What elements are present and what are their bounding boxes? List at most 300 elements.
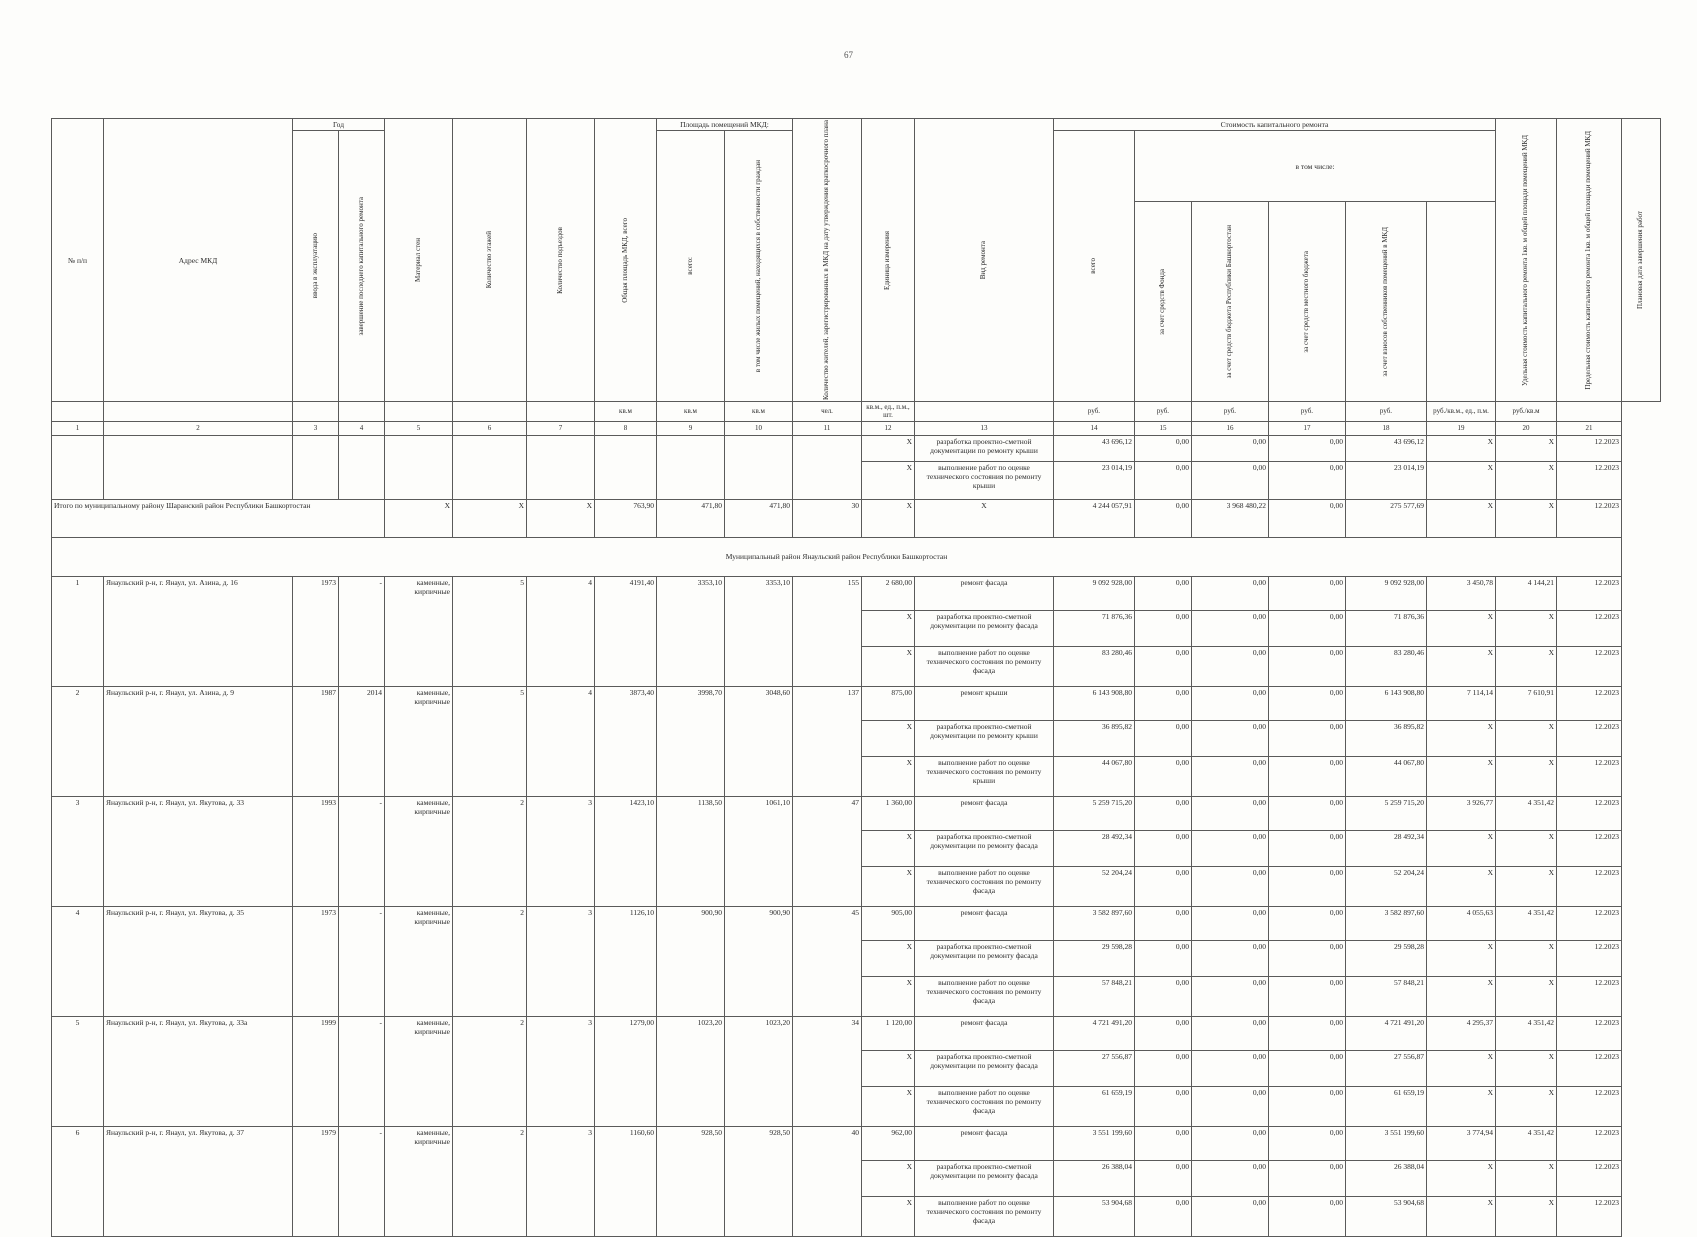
entrances: 4	[527, 686, 595, 796]
column-number: 20	[1496, 421, 1557, 435]
premises-area: 1138,50	[657, 796, 725, 906]
unit-cell: X	[862, 1196, 915, 1236]
unit-cell: X	[862, 435, 915, 461]
table-row	[52, 686, 1661, 720]
empty-cell	[595, 435, 657, 499]
total-cell: 43 696,12	[1054, 435, 1135, 461]
subtotal-fund: 0,00	[1135, 499, 1192, 537]
repair-type-cell: разработка проектно-сметной документации по ремонту фасада	[915, 610, 1054, 646]
owners-cell: 9 092 928,00	[1346, 576, 1427, 610]
lim-cell: X	[1496, 461, 1557, 499]
column-number: 11	[793, 421, 862, 435]
floors: 2	[453, 796, 527, 906]
year-last-repair: -	[339, 576, 385, 686]
date-cell: 12.2023	[1557, 940, 1622, 976]
hdr-year: Год	[293, 119, 385, 131]
date-cell: 12.2023	[1557, 866, 1622, 906]
unit-cell: кв.м., ед., п.м., шт.	[862, 402, 915, 422]
unit-cell: 1 360,00	[862, 796, 915, 830]
subtotal-c7: X	[527, 499, 595, 537]
house-address: Янаульский р-н, г. Янаул, ул. Якутова, д. 37	[104, 1126, 293, 1236]
unit-cell: руб.	[1054, 402, 1135, 422]
owners-cell: 53 904,68	[1346, 1196, 1427, 1236]
column-number: 18	[1346, 421, 1427, 435]
lim-cell: X	[1496, 940, 1557, 976]
u-cell: X	[1427, 720, 1496, 756]
u-cell: 3 450,78	[1427, 576, 1496, 610]
entrances: 3	[527, 906, 595, 1016]
date-cell: 12.2023	[1557, 610, 1622, 646]
local-cell: 0,00	[1269, 576, 1346, 610]
fund-cell: 0,00	[1135, 830, 1192, 866]
owners-cell: 83 280,46	[1346, 646, 1427, 686]
wall-material: каменные, кирпичные	[385, 686, 453, 796]
u-cell: X	[1427, 1086, 1496, 1126]
empty-cell	[293, 435, 339, 499]
rep-cell: 0,00	[1192, 1196, 1269, 1236]
column-number: 4	[339, 421, 385, 435]
unit-cell: руб.	[1269, 402, 1346, 422]
house-address: Янаульский р-н, г. Янаул, ул. Якутова, д. 35	[104, 906, 293, 1016]
fund-cell: 0,00	[1135, 1126, 1192, 1160]
empty-cell	[657, 435, 725, 499]
year-commission: 1979	[293, 1126, 339, 1236]
residents: 137	[793, 686, 862, 796]
floors: 2	[453, 1016, 527, 1126]
rep-cell: 0,00	[1192, 1016, 1269, 1050]
u-cell: X	[1427, 435, 1496, 461]
unit-cell: X	[862, 756, 915, 796]
date-cell: 12.2023	[1557, 1016, 1622, 1050]
column-number: 15	[1135, 421, 1192, 435]
lim-cell: 4 351,42	[1496, 1126, 1557, 1160]
owners-cell: 3 551 199,60	[1346, 1126, 1427, 1160]
lim-cell: X	[1496, 830, 1557, 866]
fund-cell: 0,00	[1135, 866, 1192, 906]
unit-cell: X	[862, 720, 915, 756]
unit-cell: X	[862, 940, 915, 976]
unit-cell: X	[862, 830, 915, 866]
u-cell: X	[1427, 1160, 1496, 1196]
unit-cell: X	[862, 866, 915, 906]
date-cell: 12.2023	[1557, 796, 1622, 830]
owned-area: 3048,60	[725, 686, 793, 796]
subtotal-total: 4 244 057,91	[1054, 499, 1135, 537]
u-cell: 3 774,94	[1427, 1126, 1496, 1160]
empty-cell	[104, 435, 293, 499]
hdr-entrances: Количество подъездов	[527, 119, 595, 402]
year-commission: 1993	[293, 796, 339, 906]
floors: 5	[453, 576, 527, 686]
lim-cell: X	[1496, 1196, 1557, 1236]
repair-registry-table	[51, 118, 1661, 1237]
hdr-republic: за счет средств бюджета Республики Башкортостан	[1192, 202, 1269, 402]
date-cell: 12.2023	[1557, 756, 1622, 796]
repair-type-cell: выполнение работ по оценке технического состояния по ремонту крыши	[915, 461, 1054, 499]
subtotal-res: 30	[793, 499, 862, 537]
wall-material: каменные, кирпичные	[385, 906, 453, 1016]
local-cell: 0,00	[1269, 646, 1346, 686]
year-commission: 1987	[293, 686, 339, 796]
fund-cell: 0,00	[1135, 796, 1192, 830]
date-cell: 12.2023	[1557, 646, 1622, 686]
subtotal-owners: 275 577,69	[1346, 499, 1427, 537]
local-cell: 0,00	[1269, 866, 1346, 906]
repair-type-cell: разработка проектно-сметной документации по ремонту крыши	[915, 720, 1054, 756]
total-cell: 52 204,24	[1054, 866, 1135, 906]
total-cell: 9 092 928,00	[1054, 576, 1135, 610]
date-cell: 12.2023	[1557, 1050, 1622, 1086]
hdr-unit: Единица измерения	[862, 119, 915, 402]
table-row	[52, 576, 1661, 610]
fund-cell: 0,00	[1135, 610, 1192, 646]
year-last-repair: -	[339, 1126, 385, 1236]
total-cell: 28 492,34	[1054, 830, 1135, 866]
unit-cell: руб./кв.м., ед., п.м.	[1427, 402, 1496, 422]
year-last-repair: -	[339, 906, 385, 1016]
unit-cell: кв.м	[725, 402, 793, 422]
rep-cell: 0,00	[1192, 646, 1269, 686]
fund-cell: 0,00	[1135, 686, 1192, 720]
rep-cell: 0,00	[1192, 1160, 1269, 1196]
local-cell: 0,00	[1269, 1086, 1346, 1126]
owners-cell: 52 204,24	[1346, 866, 1427, 906]
owners-cell: 28 492,34	[1346, 830, 1427, 866]
hdr-no: № п/п	[52, 119, 104, 402]
rep-cell: 0,00	[1192, 1086, 1269, 1126]
residents: 47	[793, 796, 862, 906]
owned-area: 1023,20	[725, 1016, 793, 1126]
total-cell: 57 848,21	[1054, 976, 1135, 1016]
wall-material: каменные, кирпичные	[385, 576, 453, 686]
total-cell: 3 582 897,60	[1054, 906, 1135, 940]
total-cell: 71 876,36	[1054, 610, 1135, 646]
house-address: Янаульский р-н, г. Янаул, ул. Якутова, д. 33а	[104, 1016, 293, 1126]
lim-cell: X	[1496, 435, 1557, 461]
date-cell: 12.2023	[1557, 720, 1622, 756]
u-cell: 4 295,37	[1427, 1016, 1496, 1050]
column-number: 16	[1192, 421, 1269, 435]
section-title-row	[52, 537, 1661, 576]
rep-cell: 0,00	[1192, 461, 1269, 499]
owners-cell: 57 848,21	[1346, 976, 1427, 1016]
local-cell: 0,00	[1269, 756, 1346, 796]
date-cell: 12.2023	[1557, 1196, 1622, 1236]
house-address: Янаульский р-н, г. Янаул, ул. Якутова, д. 33	[104, 796, 293, 906]
unit-cell: 962,00	[862, 1126, 915, 1160]
repair-type-cell: выполнение работ по оценке технического состояния по ремонту фасада	[915, 866, 1054, 906]
rep-cell: 0,00	[1192, 435, 1269, 461]
total-cell: 23 014,19	[1054, 461, 1135, 499]
u-cell: X	[1427, 866, 1496, 906]
repair-type-cell: разработка проектно-сметной документации по ремонту крыши	[915, 435, 1054, 461]
unit-cell: руб.	[1135, 402, 1192, 422]
fund-cell: 0,00	[1135, 435, 1192, 461]
rep-cell: 0,00	[1192, 756, 1269, 796]
hdr-owners: за счет взносов собственников помещений в МКД	[1346, 202, 1427, 402]
rep-cell: 0,00	[1192, 1126, 1269, 1160]
owned-area: 928,50	[725, 1126, 793, 1236]
local-cell: 0,00	[1269, 1016, 1346, 1050]
fund-cell: 0,00	[1135, 1160, 1192, 1196]
subtotal-c5: X	[385, 499, 453, 537]
repair-type-cell: ремонт фасада	[915, 796, 1054, 830]
repair-type-cell: выполнение работ по оценке технического состояния по ремонту фасада	[915, 976, 1054, 1016]
section-title: Муниципальный район Янаульский район Республики Башкортостан	[52, 537, 1622, 576]
premises-area: 900,90	[657, 906, 725, 1016]
residents: 45	[793, 906, 862, 1016]
rep-cell: 0,00	[1192, 906, 1269, 940]
unit-cell: 1 120,00	[862, 1016, 915, 1050]
rep-cell: 0,00	[1192, 1050, 1269, 1086]
hdr-year-last-repair: завершение последнего капитального ремонта	[339, 131, 385, 402]
column-number: 7	[527, 421, 595, 435]
house-number: 2	[52, 686, 104, 796]
u-cell: 7 114,14	[1427, 686, 1496, 720]
fund-cell: 0,00	[1135, 646, 1192, 686]
owners-cell: 71 876,36	[1346, 610, 1427, 646]
u-cell: X	[1427, 1050, 1496, 1086]
repair-type-cell: выполнение работ по оценке технического состояния по ремонту крыши	[915, 756, 1054, 796]
owners-cell: 3 582 897,60	[1346, 906, 1427, 940]
column-number: 19	[1427, 421, 1496, 435]
premises-area: 928,50	[657, 1126, 725, 1236]
u-cell: X	[1427, 940, 1496, 976]
column-number: 8	[595, 421, 657, 435]
date-cell: 12.2023	[1557, 686, 1622, 720]
local-cell: 0,00	[1269, 1050, 1346, 1086]
unit-cell: X	[862, 610, 915, 646]
residents: 34	[793, 1016, 862, 1126]
u-cell: X	[1427, 756, 1496, 796]
hdr-incl: в том числе:	[1135, 131, 1496, 202]
date-cell: 12.2023	[1557, 576, 1622, 610]
owners-cell: 6 143 908,80	[1346, 686, 1427, 720]
lim-cell: 4 144,21	[1496, 576, 1557, 610]
lim-cell: 4 351,42	[1496, 906, 1557, 940]
year-last-repair: -	[339, 1016, 385, 1126]
column-number: 2	[104, 421, 293, 435]
repair-type-cell: выполнение работ по оценке технического состояния по ремонту фасада	[915, 646, 1054, 686]
empty-cell	[339, 435, 385, 499]
total-area: 1279,00	[595, 1016, 657, 1126]
empty-cell	[385, 435, 453, 499]
total-cell: 3 551 199,60	[1054, 1126, 1135, 1160]
local-cell: 0,00	[1269, 940, 1346, 976]
units-row	[52, 402, 1661, 422]
residents: 155	[793, 576, 862, 686]
total-area: 1160,60	[595, 1126, 657, 1236]
lim-cell: X	[1496, 1086, 1557, 1126]
rep-cell: 0,00	[1192, 720, 1269, 756]
unit-cell: X	[862, 461, 915, 499]
repair-type-cell: ремонт крыши	[915, 686, 1054, 720]
total-area: 3873,40	[595, 686, 657, 796]
owned-area: 3353,10	[725, 576, 793, 686]
total-cell: 36 895,82	[1054, 720, 1135, 756]
table-row	[52, 906, 1661, 940]
hdr-address: Адрес МКД	[104, 119, 293, 402]
local-cell: 0,00	[1269, 610, 1346, 646]
wall-material: каменные, кирпичные	[385, 1126, 453, 1236]
unit-cell: руб.	[1346, 402, 1427, 422]
local-cell: 0,00	[1269, 976, 1346, 1016]
repair-type-cell: ремонт фасада	[915, 576, 1054, 610]
hdr-limit-cost: Предельная стоимость капитального ремонта 1кв. м общей площади помещений МКД	[1557, 119, 1622, 402]
owned-area: 900,90	[725, 906, 793, 1016]
date-cell: 12.2023	[1557, 830, 1622, 866]
year-commission: 1999	[293, 1016, 339, 1126]
hdr-area-total: всего:	[657, 131, 725, 402]
subtotal-label: Итого по муниципальному району Шаранский район Республики Башкортостан	[52, 499, 385, 537]
owners-cell: 36 895,82	[1346, 720, 1427, 756]
table-row	[52, 435, 1661, 461]
unit-cell: 905,00	[862, 906, 915, 940]
hdr-plan-date: Плановая дата завершения работ	[1622, 119, 1661, 402]
hdr-total-area: Общая площадь МКД, всего	[595, 119, 657, 402]
column-number: 13	[915, 421, 1054, 435]
hdr-premises-area: Площадь помещений МКД:	[657, 119, 793, 131]
column-numbers-row	[52, 421, 1661, 435]
lim-cell: 7 610,91	[1496, 686, 1557, 720]
entrances: 3	[527, 796, 595, 906]
subtotal-rep: 3 968 480,22	[1192, 499, 1269, 537]
hdr-cost: Стоимость капитального ремонта	[1054, 119, 1496, 131]
local-cell: 0,00	[1269, 1160, 1346, 1196]
total-area: 4191,40	[595, 576, 657, 686]
local-cell: 0,00	[1269, 686, 1346, 720]
floors: 5	[453, 686, 527, 796]
fund-cell: 0,00	[1135, 756, 1192, 796]
subtotal-a1: 471,80	[657, 499, 725, 537]
subtotal-unit: X	[862, 499, 915, 537]
hdr-cost-total: всего	[1054, 131, 1135, 402]
year-last-repair: 2014	[339, 686, 385, 796]
empty-cell	[793, 435, 862, 499]
repair-type-cell: разработка проектно-сметной документации по ремонту фасада	[915, 1160, 1054, 1196]
column-number: 6	[453, 421, 527, 435]
owners-cell: 5 259 715,20	[1346, 796, 1427, 830]
owned-area: 1061,10	[725, 796, 793, 906]
u-cell: 3 926,77	[1427, 796, 1496, 830]
u-cell: X	[1427, 830, 1496, 866]
repair-type-cell: ремонт фасада	[915, 1126, 1054, 1160]
lim-cell: X	[1496, 720, 1557, 756]
total-cell: 27 556,87	[1054, 1050, 1135, 1086]
local-cell: 0,00	[1269, 461, 1346, 499]
hdr-year-commission: ввода в эксплуатацию	[293, 131, 339, 402]
house-number: 4	[52, 906, 104, 1016]
year-commission: 1973	[293, 576, 339, 686]
date-cell: 12.2023	[1557, 1126, 1622, 1160]
column-number: 21	[1557, 421, 1622, 435]
fund-cell: 0,00	[1135, 1016, 1192, 1050]
column-number: 14	[1054, 421, 1135, 435]
u-cell: 4 055,63	[1427, 906, 1496, 940]
total-cell: 83 280,46	[1054, 646, 1135, 686]
date-cell: 12.2023	[1557, 976, 1622, 1016]
repair-type-cell: разработка проектно-сметной документации по ремонту фасада	[915, 830, 1054, 866]
lim-cell: 4 351,42	[1496, 1016, 1557, 1050]
column-number: 3	[293, 421, 339, 435]
total-cell: 6 143 908,80	[1054, 686, 1135, 720]
repair-type-cell: ремонт фасада	[915, 906, 1054, 940]
unit-cell: кв.м	[595, 402, 657, 422]
house-number: 6	[52, 1126, 104, 1236]
lim-cell: X	[1496, 1160, 1557, 1196]
rep-cell: 0,00	[1192, 796, 1269, 830]
lim-cell: X	[1496, 610, 1557, 646]
total-cell: 26 388,04	[1054, 1160, 1135, 1196]
unit-cell: X	[862, 1086, 915, 1126]
fund-cell: 0,00	[1135, 1086, 1192, 1126]
residents: 40	[793, 1126, 862, 1236]
owners-cell: 44 067,80	[1346, 756, 1427, 796]
floors: 2	[453, 1126, 527, 1236]
local-cell: 0,00	[1269, 1126, 1346, 1160]
page-number: 67	[844, 50, 853, 60]
premises-area: 3998,70	[657, 686, 725, 796]
u-cell: X	[1427, 976, 1496, 1016]
wall-material: каменные, кирпичные	[385, 1016, 453, 1126]
premises-area: 3353,10	[657, 576, 725, 686]
total-area: 1423,10	[595, 796, 657, 906]
column-number: 10	[725, 421, 793, 435]
lim-cell: X	[1496, 756, 1557, 796]
unit-cell: 2 680,00	[862, 576, 915, 610]
repair-type-cell: разработка проектно-сметной документации по ремонту фасада	[915, 1050, 1054, 1086]
premises-area: 1023,20	[657, 1016, 725, 1126]
floors: 2	[453, 906, 527, 1016]
lim-cell: 4 351,42	[1496, 796, 1557, 830]
wall-material: каменные, кирпичные	[385, 796, 453, 906]
unit-cell: руб./кв.м	[1496, 402, 1557, 422]
repair-type-cell: выполнение работ по оценке технического состояния по ремонту фасада	[915, 1086, 1054, 1126]
subtotal-row	[52, 499, 1661, 537]
table-row	[52, 796, 1661, 830]
lim-cell: X	[1496, 976, 1557, 1016]
repair-type-cell: ремонт фасада	[915, 1016, 1054, 1050]
hdr-local: за счет средств местного бюджета	[1269, 202, 1346, 402]
empty-cell	[52, 435, 104, 499]
fund-cell: 0,00	[1135, 976, 1192, 1016]
fund-cell: 0,00	[1135, 1050, 1192, 1086]
entrances: 3	[527, 1016, 595, 1126]
empty-cell	[527, 435, 595, 499]
subtotal-u: X	[1427, 499, 1496, 537]
year-last-repair: -	[339, 796, 385, 906]
unit-cell: X	[862, 646, 915, 686]
hdr-residents: Количество жителей, зарегистрированных в МКД на дату утверждения краткосрочного плана	[793, 119, 862, 402]
owners-cell: 23 014,19	[1346, 461, 1427, 499]
owners-cell: 61 659,19	[1346, 1086, 1427, 1126]
fund-cell: 0,00	[1135, 1196, 1192, 1236]
total-cell: 5 259 715,20	[1054, 796, 1135, 830]
hdr-repair-type: Вид ремонта	[915, 119, 1054, 402]
date-cell: 12.2023	[1557, 906, 1622, 940]
fund-cell: 0,00	[1135, 906, 1192, 940]
unit-cell: кв.м	[657, 402, 725, 422]
owners-cell: 4 721 491,20	[1346, 1016, 1427, 1050]
entrances: 3	[527, 1126, 595, 1236]
date-cell: 12.2023	[1557, 461, 1622, 499]
date-cell: 12.2023	[1557, 1160, 1622, 1196]
u-cell: X	[1427, 1196, 1496, 1236]
rep-cell: 0,00	[1192, 866, 1269, 906]
local-cell: 0,00	[1269, 720, 1346, 756]
column-number: 12	[862, 421, 915, 435]
fund-cell: 0,00	[1135, 461, 1192, 499]
